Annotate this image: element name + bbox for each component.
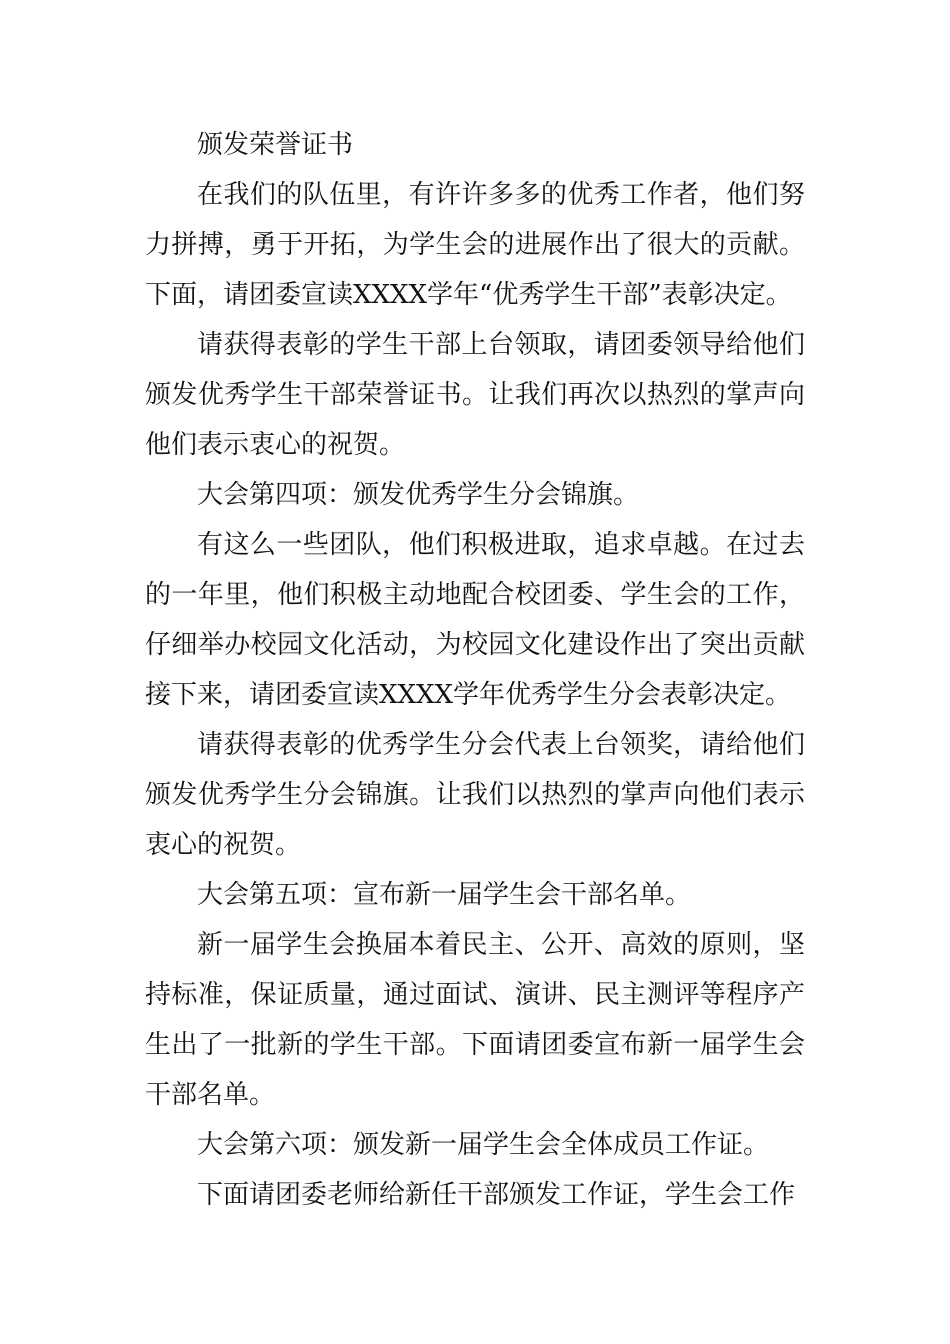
paragraph: 请获得表彰的优秀学生分会代表上台领奖，请给他们颁发优秀学生分会锦旗。让我们以热烈的掌声向他们表示衷心的祝贺。	[145, 730, 805, 860]
paragraph-agenda-item: 大会第五项：宣布新一届学生会干部名单。	[197, 880, 692, 910]
paragraph: 下面请团委老师给新任干部颁发工作证，学生会工作	[197, 1180, 796, 1210]
paragraph-agenda-item: 大会第六项：颁发新一届学生会全体成员工作证。	[197, 1130, 770, 1160]
document-page	[145, 120, 805, 1220]
paragraph: 新一届学生会换届本着民主、公开、高效的原则，坚持标准，保证质量，通过面试、演讲、民主测评等程序产生出了一批新的学生干部。下面请团委宣布新一届学生会干部名单。	[145, 930, 805, 1110]
paragraph-agenda-item: 大会第四项：颁发优秀学生分会锦旗。	[197, 480, 640, 510]
paragraph: 请获得表彰的学生干部上台领取，请团委领导给他们颁发优秀学生干部荣誉证书。让我们再次以热烈的掌声向他们表示衷心的祝贺。	[145, 330, 805, 460]
paragraph-heading: 颁发荣誉证书	[197, 130, 354, 160]
paragraph: 有这么一些团队，他们积极进取，追求卓越。在过去的一年里，他们积极主动地配合校团委、学生会的工作，仔细举办校园文化活动，为校园文化建设作出了突出贡献接下来，请团委宣读XXXX学年优秀学生分会表彰决定。	[145, 530, 805, 710]
paragraph: 在我们的队伍里，有许许多多的优秀工作者，他们努力拼搏，勇于开拓，为学生会的进展作出了很大的贡献。下面，请团委宣读XXXX学年“优秀学生干部”表彰决定。	[145, 180, 805, 310]
